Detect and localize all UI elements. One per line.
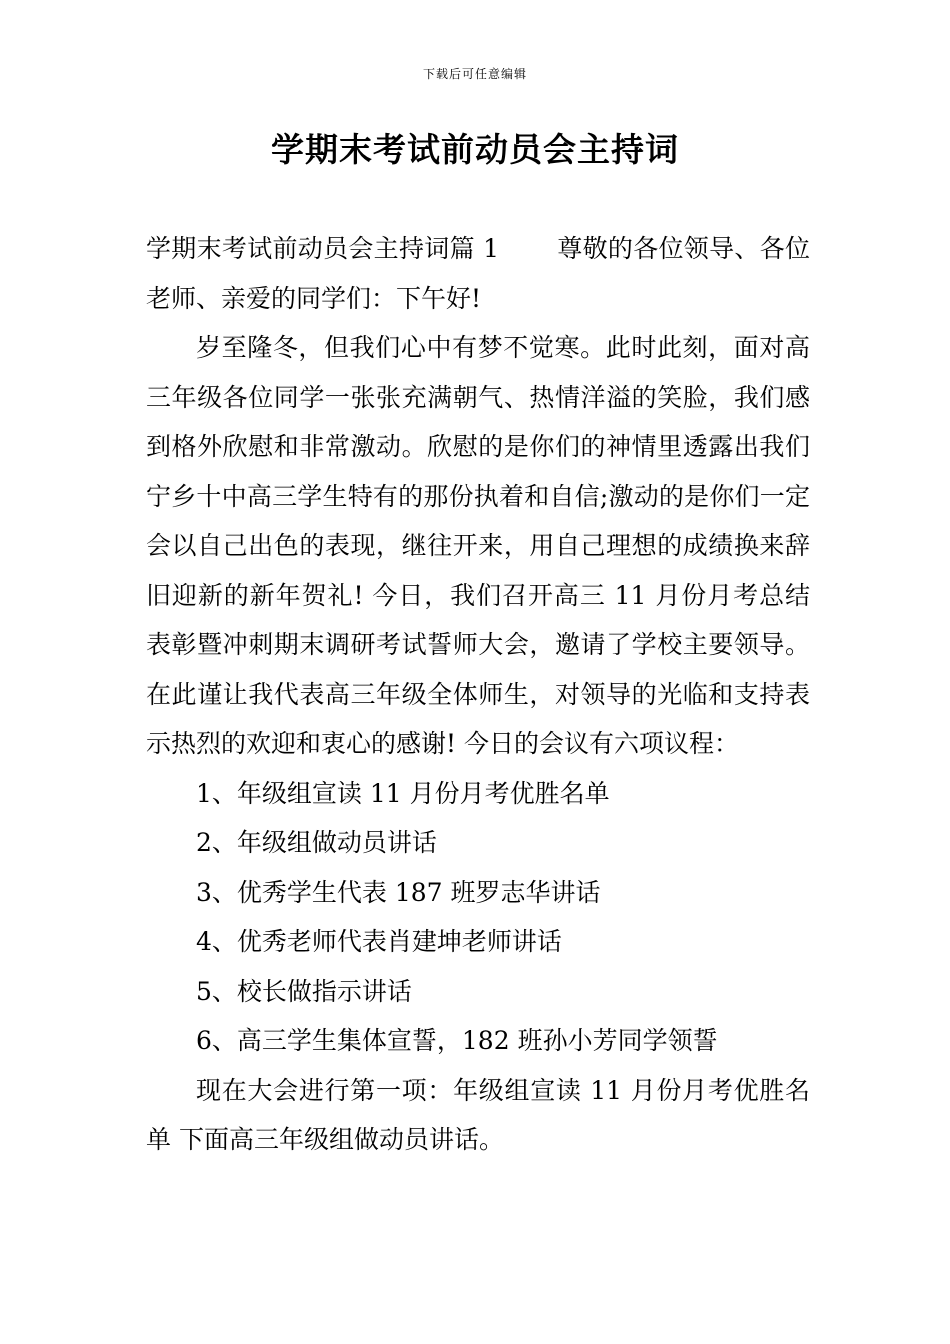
page-title: 学期末考试前动员会主持词 <box>271 130 679 169</box>
body-paragraph: 岁至隆冬，但我们心中有梦不觉寒。此时此刻，面对高三年级各位同学一张张充满朝气、热情洋溢的笑脸，我们感到格外欣慰和非常激动。欣慰的是你们的神情里透露出我们宁乡十中高三学生特有的那份执着和自信;激动的是你们一定会以自己出色的表现，继往开来，用自己理想的成绩换来辞旧迎新的新年贺礼! 今日，我们召开高三 11 月份月考总结表彰暨冲刺期末调研考试誓师大会，邀请了学校主要领导。在此谨让我代表高三年级全体师生，对领导的光临和支持表示热烈的欢迎和衷心的感谢! 今日的会议有六项议程： <box>146 333 810 758</box>
agenda-item-6: 6、高三学生集体宣誓，182 班孙小芳同学领誓 <box>196 1026 718 1055</box>
document-body <box>146 224 810 1165</box>
closing-paragraph: 现在大会进行第一项：年级组宣读 11 月份月考优胜名单 下面高三年级组做动员讲话。 <box>146 1075 810 1154</box>
agenda-item-5: 5、校长做指示讲话 <box>196 976 412 1006</box>
agenda-item-1: 1、年级组宣读 11 月份月考优胜名单 <box>196 778 610 808</box>
header-note: 下载后可任意编辑 <box>422 67 527 81</box>
intro-greeting: 尊敬的各位领导、各位老师、亲爱的同学们：下午好! <box>146 234 810 313</box>
agenda-item-4: 4、优秀老师代表肖建坤老师讲话 <box>196 927 562 956</box>
agenda-item-2: 2、年级组做动员讲话 <box>196 828 437 857</box>
intro-paragraph <box>146 224 810 323</box>
intro-heading: 学期末考试前动员会主持词篇 1 <box>146 234 500 263</box>
agenda-item-3: 3、优秀学生代表 187 班罗志华讲话 <box>196 877 601 907</box>
